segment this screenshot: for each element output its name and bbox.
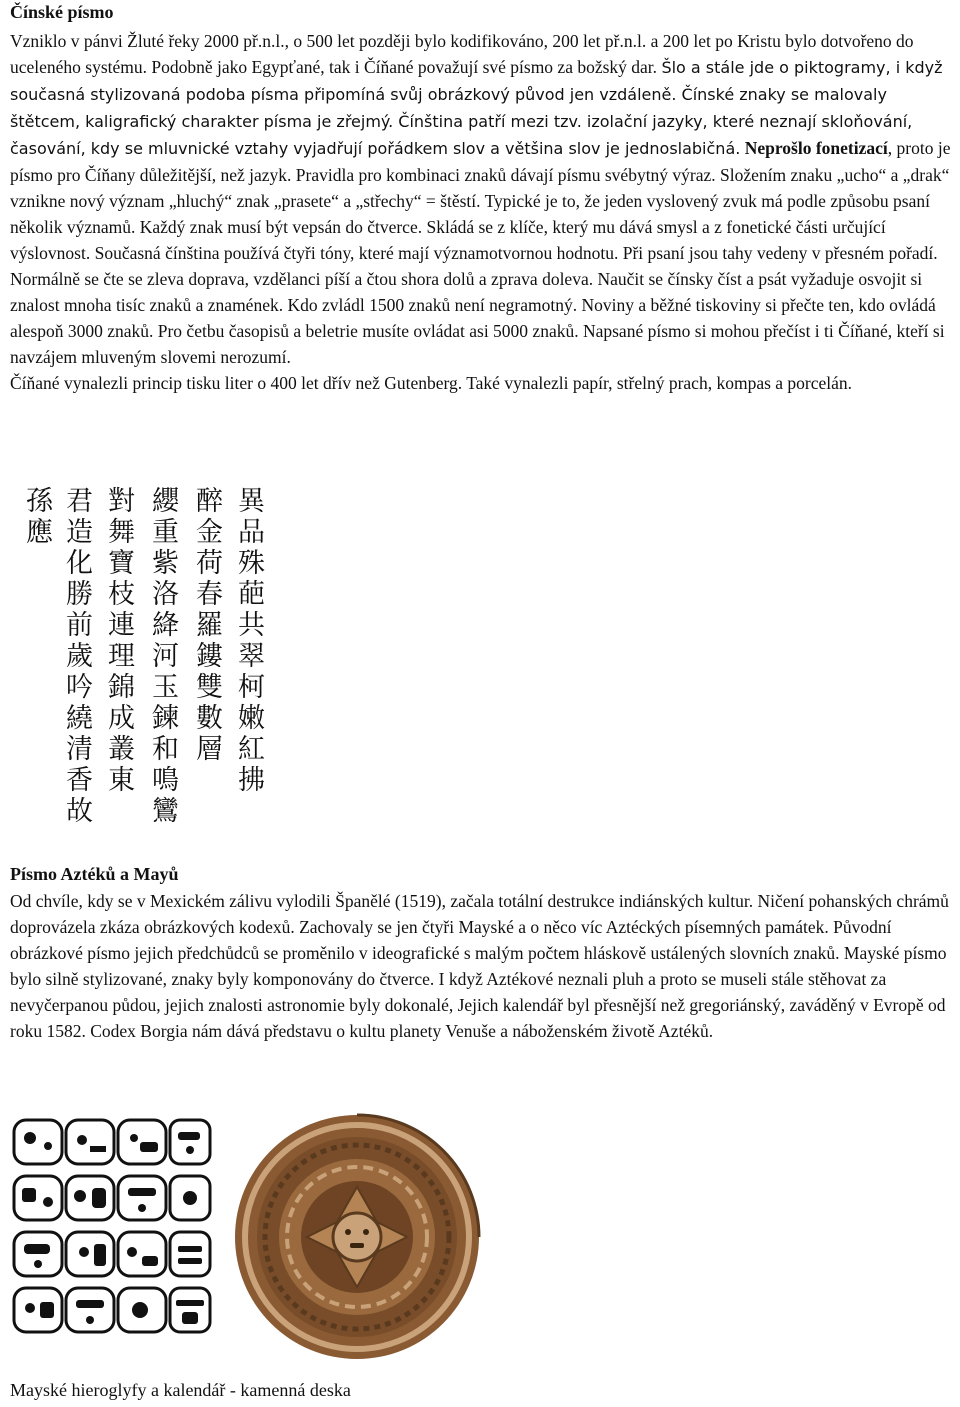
calligraphy-character: 紫: [152, 548, 179, 579]
calligraphy-character: 東: [108, 765, 135, 796]
glyph-block: [14, 1120, 62, 1164]
glyph-block: [14, 1176, 62, 1220]
calligraphy-character: 鸞: [152, 796, 179, 827]
calligraphy-character: 寶: [108, 548, 135, 579]
bold-phrase: Neprošlo fonetizací: [744, 138, 888, 158]
glyph-block: [170, 1288, 210, 1332]
calligraphy-character: 品: [238, 517, 265, 548]
calligraphy-character: 柯: [238, 672, 265, 703]
calligraphy-character: 醉: [196, 486, 223, 517]
calligraphy-character: 春: [196, 579, 223, 610]
calligraphy-character: 叢: [108, 734, 135, 765]
glyph-block: [14, 1288, 62, 1332]
section-body-aztec-maya: Od chvíle, kdy se v Mexickém zálivu vylodili Španělé (1519), začala totální destrukce indiánských kultur. Ničení pohanských chrámů doprovázela zkáza obrázkových kodexů. Zachovaly se jen čtyři Mayské a o něco víc Aztéckých písemných památek. Původní obrázkové písmo jejich předchůdců se proměnilo v ideografické s malým počtem hláskově ustálených slovních znaků. Mayské písmo bylo silně stylizované, znaky byly komponovány do čtverce. I když Aztékové neznali pluh a proto se museli stále stěhovat za nevyčerpanou půdou, jejich znalosti astronomie byly dokonalé, Jejich kalendář byl přesnější než gregoriánský, zaváděný v Evropě od roku 1582. Codex Borgia nám dává představu o kultu planety Venuše a náboženském životě Aztéků.: [10, 891, 949, 1041]
calligraphy-character: 成: [108, 703, 135, 734]
calligraphy-character: 理: [108, 641, 135, 672]
calligraphy-character: 清: [66, 734, 93, 765]
glyph-block: [66, 1232, 114, 1276]
calligraphy-character: 羅: [196, 610, 223, 641]
calligraphy-character: 吟: [66, 672, 93, 703]
calligraphy-character: 層: [196, 734, 223, 765]
glyph-block: [170, 1232, 210, 1276]
calligraphy-character: 錦: [108, 672, 135, 703]
calligraphy-character: 異: [238, 486, 265, 517]
glyph-block: [118, 1232, 166, 1276]
calligraphy-character: 鍊: [152, 703, 179, 734]
glyph-block: [66, 1176, 114, 1220]
section-body-chinese: [10, 28, 960, 396]
calligraphy-character: 殊: [238, 548, 265, 579]
calligraphy-character: 荷: [196, 548, 223, 579]
section-title-aztec-maya: Písmo Aztéků a Mayů: [10, 864, 179, 884]
calligraphy-character: 數: [196, 703, 223, 734]
calligraphy-character: 枝: [108, 579, 135, 610]
calligraphy-character: 勝: [66, 579, 93, 610]
calligraphy-character: 繞: [66, 703, 93, 734]
glyph-block: [118, 1120, 166, 1164]
calligraphy-character: 共: [238, 610, 265, 641]
calligraphy-character: 翠: [238, 641, 265, 672]
calligraphy-character: 葩: [238, 579, 265, 610]
calligraphy-character: 纓: [152, 486, 179, 517]
calligraphy-character: 孫: [26, 486, 53, 517]
paragraph-pictograms: Šlo a stále jde o piktogramy, i když současná stylizovaná podoba písma připomíná svůj obrázkový původ jen vzdáleně. Čínské znaky se malovaly štětcem, kaligrafický charakter písma je zřejmý. Čínština patří mezi tzv. izolační jazyky, které neznají skloňování, časování, kdy se mluvnické vztahy vyjadřují pořádkem slov a většina slov je jednoslabičná.: [10, 58, 943, 158]
calligraphy-character: 拂: [238, 765, 265, 796]
calligraphy-columns: [26, 486, 266, 827]
calligraphy-character: 金: [196, 517, 223, 548]
calligraphy-character: 河: [152, 641, 179, 672]
calligraphy-character: 前: [66, 610, 93, 641]
chinese-calligraphy-image: [10, 486, 280, 836]
glyph-block: [118, 1176, 166, 1220]
calligraphy-character: 應: [26, 517, 53, 548]
calligraphy-character: 對: [108, 486, 135, 517]
calligraphy-character: 化: [66, 548, 93, 579]
calligraphy-character: 連: [108, 610, 135, 641]
calligraphy-character: 雙: [196, 672, 223, 703]
calendar-center-face: [333, 1213, 381, 1261]
calligraphy-character: 和: [152, 734, 179, 765]
paragraph-origin: Vzniklo v pánvi Žluté řeky 2000 př.n.l., o 500 let později bylo kodifikováno, 200 let př.n.l. a 200 let po Kristu bylo dotvořeno do uceleného systému. Podobně jako Egypťané, tak i Číňané považují své písmo za božský dar.: [10, 31, 914, 77]
calligraphy-character: 故: [66, 796, 93, 827]
image-caption: Mayské hieroglyfy a kalendář - kamenná deska: [10, 1380, 351, 1400]
calligraphy-character: 歲: [66, 641, 93, 672]
mayan-hieroglyphs-image: [10, 1116, 215, 1356]
calligraphy-character: 鳴: [152, 765, 179, 796]
calligraphy-character: 絳: [152, 610, 179, 641]
calligraphy-character: 嫩: [238, 703, 265, 734]
calligraphy-character: 紅: [238, 734, 265, 765]
glyph-block: [66, 1288, 114, 1332]
calligraphy-character: 造: [66, 517, 93, 548]
calligraphy-character: 鏤: [196, 641, 223, 672]
calligraphy-character: 玉: [152, 672, 179, 703]
calligraphy-character: 重: [152, 517, 179, 548]
glyph-block: [170, 1120, 210, 1164]
aztec-calendar-stone-image: [232, 1112, 482, 1362]
calligraphy-character: 洛: [152, 579, 179, 610]
paragraph-phonetics: [10, 138, 950, 367]
paragraph-inventions: Číňané vynalezli princip tisku liter o 400 let dřív než Gutenberg. Také vynalezli papír, střelný prach, kompas a porcelán.: [10, 373, 853, 393]
section-title-chinese: Čínské písmo: [10, 2, 114, 22]
calligraphy-character: 舞: [108, 517, 135, 548]
calligraphy-character: 香: [66, 765, 93, 796]
calligraphy-character: 君: [66, 486, 93, 517]
glyph-block: [66, 1120, 114, 1164]
phonetics-rest: , proto je písmo pro Číňany důležitější, než jazyk. Pravidla pro kombinaci znaků dávají písmu svébytný výraz. Složením znaku „ucho“ a „drak“ vznikne nový význam „hluchý“ znak „prasete“ a „střechy“ = štěstí. Typické je to, že jeden vyslovený zvuk má podle způsobu psaní několik významů. Každý znak musí být vepsán do čtverce. Skládá se z klíče, který mu dává smysl a z fonetické části určující výslovnost. Současná čínština používá čtyři tóny, které mají významotvornou hodnotu. Při psaní jsou tahy vedeny v přesném pořadí. Normálně se čte se zleva doprava, vzdělanci píší a čtou shora dolů a zprava doleva. Naučit se čínsky číst a psát vyžaduje osvojit si znalost mnoha tisíc znaků a znamének. Kdo zvládl 1500 znaků není negramotný. Noviny a běžné tiskoviny si přečte ten, kdo ovládá alespoň 3000 znaků. Pro četbu časopisů a beletrie musíte ovládat asi 5000 znaků. Napsané písmo si mohou přečíst i ti Číňané, kteří si navzájem mluveným slovemi nerozumí.: [10, 138, 951, 367]
